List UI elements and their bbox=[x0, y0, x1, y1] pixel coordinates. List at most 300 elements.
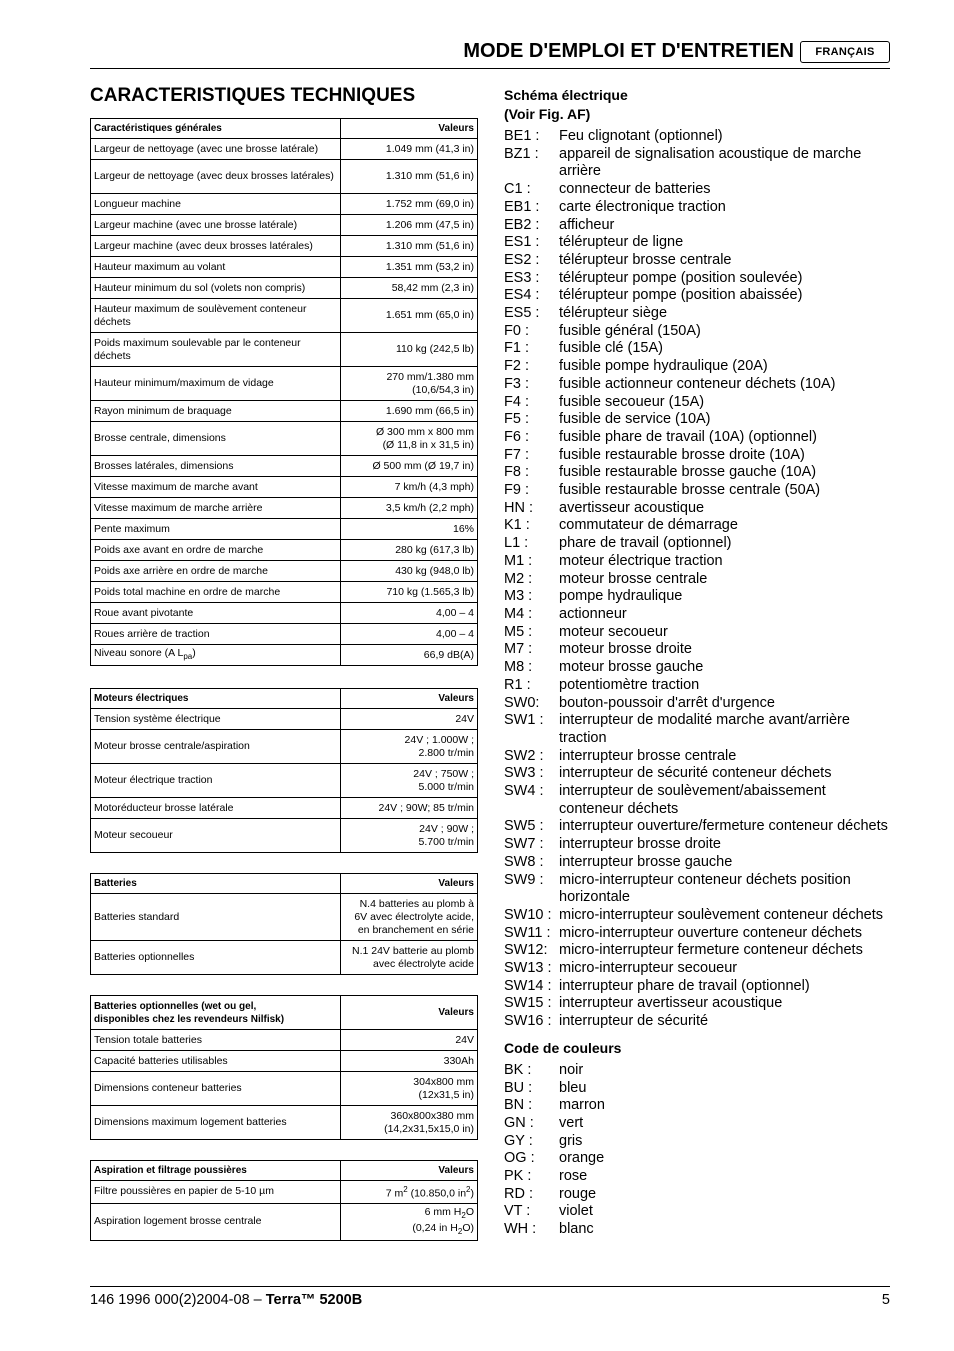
item-code: L1 : bbox=[504, 535, 529, 552]
spec-label: Batteries optionnelles bbox=[91, 941, 341, 975]
item-code: SW2 : bbox=[504, 747, 544, 764]
spec-label: Caractéristiques générales bbox=[91, 119, 341, 139]
spec-value: 6 mm $H_2O$ (0,24 in $H_2O$) bbox=[341, 1203, 478, 1240]
item-description: interrupteur de sécurité bbox=[559, 1013, 709, 1030]
schema-list bbox=[504, 128, 894, 1031]
item-description: télérupteur pompe (position abaissée) bbox=[559, 287, 803, 304]
item-code: R1 : bbox=[504, 676, 531, 693]
spec-label: Aspiration logement brosse centrale bbox=[91, 1203, 341, 1240]
table-row bbox=[91, 278, 478, 299]
item-code: ES3 : bbox=[504, 269, 540, 286]
spec-table bbox=[90, 688, 478, 853]
spec-label: Largeur machine (avec deux brosses latérales) bbox=[91, 236, 341, 257]
item-description: interrupteur ouverture/fermeture conteneur déchets bbox=[559, 818, 888, 835]
item-code: BE1 : bbox=[504, 128, 540, 144]
item-code: PK : bbox=[504, 1168, 532, 1185]
spec-label: Batteries bbox=[91, 874, 341, 894]
spec-label: Niveau sonore (A $L_{pa}$) bbox=[91, 645, 341, 666]
item-description: interrupteur phare de travail (optionnel) bbox=[559, 977, 810, 994]
item-description: afficheur bbox=[559, 216, 615, 233]
right-column bbox=[504, 86, 894, 1239]
item-description: potentiomètre traction bbox=[559, 676, 700, 693]
item-description: appareil de signalisation acoustique de marche arrière bbox=[559, 145, 862, 180]
list-item bbox=[504, 411, 894, 429]
item-description: micro-interrupteur fermeture conteneur déchets bbox=[559, 942, 863, 959]
list-item bbox=[504, 376, 894, 394]
list-item bbox=[504, 394, 894, 412]
spec-label: Hauteur minimum du sol (volets non compris) bbox=[91, 278, 341, 299]
item-code: M5 : bbox=[504, 623, 533, 640]
colors-list bbox=[504, 1062, 894, 1239]
list-item bbox=[504, 783, 894, 818]
spec-table bbox=[90, 873, 478, 975]
item-description: fusible actionneur conteneur déchets (10A) bbox=[559, 375, 836, 392]
spec-label: Tension totale batteries bbox=[91, 1030, 341, 1051]
list-item bbox=[504, 128, 894, 146]
colors-title: Code de couleurs bbox=[504, 1039, 622, 1056]
list-item bbox=[504, 942, 894, 960]
product-name: Terra™ 5200B bbox=[265, 1292, 363, 1308]
spec-value: 16% bbox=[341, 519, 478, 540]
item-code: F7 : bbox=[504, 446, 529, 463]
list-item bbox=[504, 199, 894, 217]
table-row bbox=[91, 819, 478, 853]
item-code: OG : bbox=[504, 1150, 535, 1167]
item-description: télérupteur de ligne bbox=[559, 234, 684, 251]
list-item bbox=[504, 907, 894, 925]
table-header-row bbox=[91, 996, 478, 1030]
list-item bbox=[504, 712, 894, 747]
spec-value: Valeurs bbox=[341, 996, 478, 1030]
spec-value: 24V bbox=[341, 1030, 478, 1051]
list-item bbox=[504, 482, 894, 500]
list-item bbox=[504, 1133, 894, 1151]
item-code: F5 : bbox=[504, 411, 529, 428]
list-item bbox=[504, 571, 894, 589]
spec-value: 1.310 mm (51,6 in) bbox=[341, 160, 478, 194]
spec-value: N.4 batteries au plomb à 6V avec électrolyte acide, en branchement en série bbox=[341, 894, 478, 941]
item-code: BU : bbox=[504, 1079, 533, 1096]
item-code: F0 : bbox=[504, 322, 529, 339]
item-code: F1 : bbox=[504, 340, 529, 357]
list-item bbox=[504, 270, 894, 288]
item-description: pompe hydraulique bbox=[559, 588, 683, 605]
table-row bbox=[91, 540, 478, 561]
list-item bbox=[504, 447, 894, 465]
spec-value: 1.651 mm (65,0 in) bbox=[341, 299, 478, 333]
section-title: CARACTERISTIQUES TECHNIQUES bbox=[90, 85, 416, 106]
item-description: moteur brosse gauche bbox=[559, 659, 704, 676]
spec-value: 24V ; 90W ; 5.700 tr/min bbox=[341, 819, 478, 853]
spec-value: 4,00 – 4 bbox=[341, 624, 478, 645]
spec-value: 7 km/h (4,3 mph) bbox=[341, 477, 478, 498]
list-item bbox=[504, 146, 894, 181]
table-row bbox=[91, 160, 478, 194]
item-code: EB1 : bbox=[504, 198, 540, 215]
item-code: M7 : bbox=[504, 641, 533, 658]
table-row bbox=[91, 477, 478, 498]
item-description: interrupteur de sécurité conteneur déchets bbox=[559, 765, 832, 782]
item-description: gris bbox=[559, 1132, 583, 1149]
list-item bbox=[504, 588, 894, 606]
item-description: actionneur bbox=[559, 605, 627, 622]
item-description: fusible phare de travail (10A) (optionnel) bbox=[559, 428, 817, 445]
list-item bbox=[504, 517, 894, 535]
item-code: BZ1 : bbox=[504, 145, 539, 162]
item-description: interrupteur brosse gauche bbox=[559, 853, 733, 870]
item-description: fusible général (150A) bbox=[559, 322, 701, 339]
list-item bbox=[504, 960, 894, 978]
item-code: SW16 : bbox=[504, 1013, 552, 1030]
item-description: interrupteur brosse droite bbox=[559, 836, 721, 853]
table-row bbox=[91, 519, 478, 540]
doc-ref: 146 1996 000(2)2004-08 – bbox=[90, 1292, 266, 1308]
item-description: Feu clignotant (optionnel) bbox=[559, 128, 723, 144]
item-code: SW3 : bbox=[504, 765, 544, 782]
item-code: M4 : bbox=[504, 605, 533, 622]
item-description: micro-interrupteur soulèvement conteneur déchets bbox=[559, 906, 883, 923]
spec-value: 4,00 – 4 bbox=[341, 603, 478, 624]
spec-value: 1.049 mm (41,3 in) bbox=[341, 139, 478, 160]
spec-label: Capacité batteries utilisables bbox=[91, 1051, 341, 1072]
list-item bbox=[504, 464, 894, 482]
spec-label: Roue avant pivotante bbox=[91, 603, 341, 624]
spec-value: Valeurs bbox=[341, 689, 478, 709]
spec-value: 58,42 mm (2,3 in) bbox=[341, 278, 478, 299]
spec-label: Hauteur minimum/maximum de vidage bbox=[91, 367, 341, 401]
item-code: GN : bbox=[504, 1114, 534, 1131]
spec-label: Brosses latérales, dimensions bbox=[91, 456, 341, 477]
item-description: bouton-poussoir d'arrêt d'urgence bbox=[559, 694, 775, 711]
item-code: SW13 : bbox=[504, 960, 552, 977]
table-row bbox=[91, 941, 478, 975]
spec-label: Rayon minimum de braquage bbox=[91, 401, 341, 422]
item-description: orange bbox=[559, 1150, 605, 1167]
item-description: télérupteur pompe (position soulevée) bbox=[559, 269, 803, 286]
spec-value: Valeurs bbox=[341, 1161, 478, 1181]
spec-label: Hauteur maximum au volant bbox=[91, 257, 341, 278]
item-description: vert bbox=[559, 1114, 584, 1131]
spec-value: 1.206 mm (47,5 in) bbox=[341, 215, 478, 236]
item-code: SW9 : bbox=[504, 871, 544, 888]
item-description: télérupteur siège bbox=[559, 305, 668, 322]
item-description: carte électronique traction bbox=[559, 198, 726, 215]
item-code: SW4 : bbox=[504, 783, 544, 800]
table-row bbox=[91, 582, 478, 603]
list-item bbox=[504, 748, 894, 766]
list-item bbox=[504, 1062, 894, 1080]
item-code: SW5 : bbox=[504, 818, 544, 835]
item-description: interrupteur de modalité marche avant/arrière traction bbox=[559, 712, 850, 746]
item-description: moteur secoueur bbox=[559, 623, 668, 640]
list-item bbox=[504, 553, 894, 571]
item-code: M8 : bbox=[504, 659, 533, 676]
spec-label: Tension système électrique bbox=[91, 709, 341, 730]
item-description: fusible clé (15A) bbox=[559, 340, 663, 357]
list-item bbox=[504, 305, 894, 323]
list-item bbox=[504, 1013, 894, 1031]
spec-value: 360x800x380 mm (14,2x31,5x15,0 in) bbox=[341, 1106, 478, 1140]
item-code: C1 : bbox=[504, 181, 531, 198]
spec-label: Poids axe avant en ordre de marche bbox=[91, 540, 341, 561]
spec-value: 280 kg (617,3 lb) bbox=[341, 540, 478, 561]
item-code: SW15 : bbox=[504, 995, 552, 1012]
spec-value: 24V ; 750W ; 5.000 tr/min bbox=[341, 764, 478, 798]
table-row bbox=[91, 624, 478, 645]
spec-table bbox=[90, 1160, 478, 1241]
item-code: VT : bbox=[504, 1203, 531, 1220]
spec-table bbox=[90, 995, 478, 1140]
item-description: blanc bbox=[559, 1221, 594, 1238]
spec-label: Aspiration et filtrage poussières bbox=[91, 1161, 341, 1181]
list-item bbox=[504, 695, 894, 713]
spec-label: Moteur brosse centrale/aspiration bbox=[91, 730, 341, 764]
table-header-row bbox=[91, 689, 478, 709]
spec-value: 710 kg (1.565,3 lb) bbox=[341, 582, 478, 603]
item-code: BN : bbox=[504, 1097, 533, 1114]
table-row bbox=[91, 401, 478, 422]
table-row bbox=[91, 1072, 478, 1106]
spec-value: 24V bbox=[341, 709, 478, 730]
item-code: ES4 : bbox=[504, 287, 540, 304]
item-code: BK : bbox=[504, 1061, 532, 1078]
item-code: EB2 : bbox=[504, 216, 540, 233]
table-row bbox=[91, 422, 478, 456]
spec-value: Ø 500 mm (Ø 19,7 in) bbox=[341, 456, 478, 477]
spec-label: Longueur machine bbox=[91, 194, 341, 215]
item-code: M2 : bbox=[504, 570, 533, 587]
item-code: F6 : bbox=[504, 428, 529, 445]
spec-label: Filtre poussières en papier de 5-10 µm bbox=[91, 1181, 341, 1204]
list-item bbox=[504, 925, 894, 943]
item-description: moteur brosse droite bbox=[559, 641, 692, 658]
list-item bbox=[504, 1186, 894, 1204]
list-item bbox=[504, 624, 894, 642]
list-item bbox=[504, 854, 894, 872]
spec-value: 430 kg (948,0 lb) bbox=[341, 561, 478, 582]
list-item bbox=[504, 287, 894, 305]
item-description: moteur brosse centrale bbox=[559, 570, 708, 587]
page-number: 5 bbox=[881, 1292, 890, 1308]
list-item bbox=[504, 217, 894, 235]
item-description: commutateur de démarrage bbox=[559, 517, 738, 534]
spec-label: Vitesse maximum de marche avant bbox=[91, 477, 341, 498]
spec-value: N.1 24V batterie au plomb avec électrolyte acide bbox=[341, 941, 478, 975]
item-description: micro-interrupteur ouverture conteneur déchets bbox=[559, 924, 863, 941]
list-item bbox=[504, 1097, 894, 1115]
item-code: F2 : bbox=[504, 358, 529, 375]
list-item bbox=[504, 978, 894, 996]
table-row bbox=[91, 333, 478, 367]
item-code: K1 : bbox=[504, 517, 530, 534]
item-code: SW0: bbox=[504, 694, 540, 711]
spec-value: 1.310 mm (51,6 in) bbox=[341, 236, 478, 257]
spec-value: 1.752 mm (69,0 in) bbox=[341, 194, 478, 215]
list-item bbox=[504, 872, 894, 907]
spec-value: 3,5 km/h (2,2 mph) bbox=[341, 498, 478, 519]
item-description: noir bbox=[559, 1061, 584, 1078]
list-item bbox=[504, 765, 894, 783]
table-row bbox=[91, 194, 478, 215]
table-row bbox=[91, 1203, 478, 1240]
spec-label: Roues arrière de traction bbox=[91, 624, 341, 645]
table-header-row bbox=[91, 874, 478, 894]
item-code: F8 : bbox=[504, 464, 529, 481]
item-description: marron bbox=[559, 1097, 605, 1114]
item-code: SW12: bbox=[504, 942, 548, 959]
page-header-title: MODE D'EMPLOI ET D'ENTRETIEN bbox=[463, 40, 794, 62]
spec-value: Valeurs bbox=[341, 119, 478, 139]
table-row bbox=[91, 139, 478, 160]
table-row bbox=[91, 215, 478, 236]
list-item bbox=[504, 340, 894, 358]
spec-label: Largeur de nettoyage (avec une brosse latérale) bbox=[91, 139, 341, 160]
list-item bbox=[504, 323, 894, 341]
table-row bbox=[91, 257, 478, 278]
spec-value: Ø 300 mm x 800 mm (Ø 11,8 in x 31,5 in) bbox=[341, 422, 478, 456]
spec-label: Moteurs électriques bbox=[91, 689, 341, 709]
table-row bbox=[91, 498, 478, 519]
table-row bbox=[91, 456, 478, 477]
item-description: rose bbox=[559, 1168, 588, 1185]
item-description: interrupteur de soulèvement/abaissement conteneur déchets bbox=[559, 783, 826, 817]
item-code: SW1 : bbox=[504, 712, 544, 729]
table-row bbox=[91, 299, 478, 333]
spec-label: Moteur secoueur bbox=[91, 819, 341, 853]
item-description: fusible secoueur (15A) bbox=[559, 393, 705, 410]
spec-label: Moteur électrique traction bbox=[91, 764, 341, 798]
item-description: interrupteur avertisseur acoustique bbox=[559, 995, 783, 1012]
spec-label: Batteries optionnelles (wet ou gel, disponibles chez les revendeurs Nilfisk) bbox=[91, 996, 341, 1030]
item-description: phare de travail (optionnel) bbox=[559, 535, 732, 552]
item-description: fusible restaurable brosse gauche (10A) bbox=[559, 464, 817, 481]
item-code: F3 : bbox=[504, 375, 529, 392]
list-item bbox=[504, 181, 894, 199]
item-code: F9 : bbox=[504, 482, 529, 499]
table-row bbox=[91, 1030, 478, 1051]
item-code: F4 : bbox=[504, 393, 529, 410]
item-code: ES1 : bbox=[504, 234, 540, 251]
table-row bbox=[91, 561, 478, 582]
list-item bbox=[504, 1115, 894, 1133]
list-item bbox=[504, 659, 894, 677]
item-code: HN : bbox=[504, 499, 533, 516]
list-item bbox=[504, 1080, 894, 1098]
table-row bbox=[91, 894, 478, 941]
table-row bbox=[91, 709, 478, 730]
table-row bbox=[91, 764, 478, 798]
item-code: RD : bbox=[504, 1185, 533, 1202]
item-description: avertisseur acoustique bbox=[559, 499, 705, 516]
table-header-row bbox=[91, 119, 478, 139]
spec-value: 270 mm/1.380 mm (10,6/54,3 in) bbox=[341, 367, 478, 401]
spec-value: 7 $m^2$ (10.850,0 $in^2$) bbox=[341, 1181, 478, 1204]
item-description: fusible restaurable brosse droite (10A) bbox=[559, 446, 805, 463]
item-code: SW10 : bbox=[504, 906, 552, 923]
spec-value: 24V ; 90W; 85 tr/min bbox=[341, 798, 478, 819]
item-description: bleu bbox=[559, 1079, 587, 1096]
item-code: SW8 : bbox=[504, 853, 544, 870]
item-code: SW7 : bbox=[504, 836, 544, 853]
item-description: micro-interrupteur conteneur déchets position horizontale bbox=[559, 871, 851, 906]
item-description: fusible restaurable brosse centrale (50A) bbox=[559, 482, 821, 499]
list-item bbox=[504, 995, 894, 1013]
table-header-row bbox=[91, 1161, 478, 1181]
spec-value: 304x800 mm (12x31,5 in) bbox=[341, 1072, 478, 1106]
spec-label: Dimensions maximum logement batteries bbox=[91, 1106, 341, 1140]
spec-value: 1.690 mm (66,5 in) bbox=[341, 401, 478, 422]
list-item bbox=[504, 1221, 894, 1239]
list-item bbox=[504, 641, 894, 659]
item-code: GY : bbox=[504, 1132, 533, 1149]
spec-value: 330Ah bbox=[341, 1051, 478, 1072]
spec-label: Poids total machine en ordre de marche bbox=[91, 582, 341, 603]
list-item bbox=[504, 836, 894, 854]
table-row bbox=[91, 1181, 478, 1204]
item-description: interrupteur brosse centrale bbox=[559, 747, 737, 764]
table-row bbox=[91, 367, 478, 401]
spec-label: Dimensions conteneur batteries bbox=[91, 1072, 341, 1106]
spec-label: Largeur de nettoyage (avec deux brosses latérales) bbox=[91, 160, 341, 194]
table-row bbox=[91, 603, 478, 624]
table-row bbox=[91, 730, 478, 764]
spec-label: Hauteur maximum de soulèvement conteneur déchets bbox=[91, 299, 341, 333]
list-item bbox=[504, 535, 894, 553]
list-item bbox=[504, 252, 894, 270]
table-row bbox=[91, 236, 478, 257]
footer-text bbox=[90, 1292, 362, 1308]
item-code: WH : bbox=[504, 1221, 537, 1238]
table-row bbox=[91, 798, 478, 819]
spec-value: 24V ; 1.000W ; 2.800 tr/min bbox=[341, 730, 478, 764]
list-item bbox=[504, 818, 894, 836]
list-item bbox=[504, 1203, 894, 1221]
spec-label: Brosse centrale, dimensions bbox=[91, 422, 341, 456]
item-description: connecteur de batteries bbox=[559, 181, 711, 198]
list-item bbox=[504, 234, 894, 252]
spec-table bbox=[90, 118, 478, 666]
item-description: télérupteur brosse centrale bbox=[559, 251, 732, 268]
list-item bbox=[504, 429, 894, 447]
item-code: M3 : bbox=[504, 588, 533, 605]
list-item bbox=[504, 1168, 894, 1186]
language-badge: FRANÇAIS bbox=[800, 41, 890, 63]
header-rule bbox=[90, 68, 890, 69]
table-row bbox=[91, 1106, 478, 1140]
item-description: moteur électrique traction bbox=[559, 552, 723, 569]
item-code: SW11 : bbox=[504, 924, 551, 941]
item-description: fusible pompe hydraulique (20A) bbox=[559, 358, 768, 375]
spec-value: 1.351 mm (53,2 in) bbox=[341, 257, 478, 278]
list-item bbox=[504, 358, 894, 376]
spec-label: Pente maximum bbox=[91, 519, 341, 540]
table-row bbox=[91, 1051, 478, 1072]
list-item bbox=[504, 500, 894, 518]
footer-rule bbox=[90, 1286, 890, 1287]
list-item bbox=[504, 677, 894, 695]
spec-label: Batteries standard bbox=[91, 894, 341, 941]
item-description: micro-interrupteur secoueur bbox=[559, 960, 738, 977]
schema-title: Schéma électrique (Voir Fig. AF) bbox=[504, 87, 628, 122]
list-item bbox=[504, 1150, 894, 1168]
item-description: fusible de service (10A) bbox=[559, 411, 711, 428]
table-row bbox=[91, 645, 478, 666]
item-description: violet bbox=[559, 1203, 593, 1220]
spec-value: Valeurs bbox=[341, 874, 478, 894]
spec-label: Poids axe arrière en ordre de marche bbox=[91, 561, 341, 582]
spec-label: Poids maximum soulevable par le conteneur déchets bbox=[91, 333, 341, 367]
item-code: ES5 : bbox=[504, 305, 540, 322]
